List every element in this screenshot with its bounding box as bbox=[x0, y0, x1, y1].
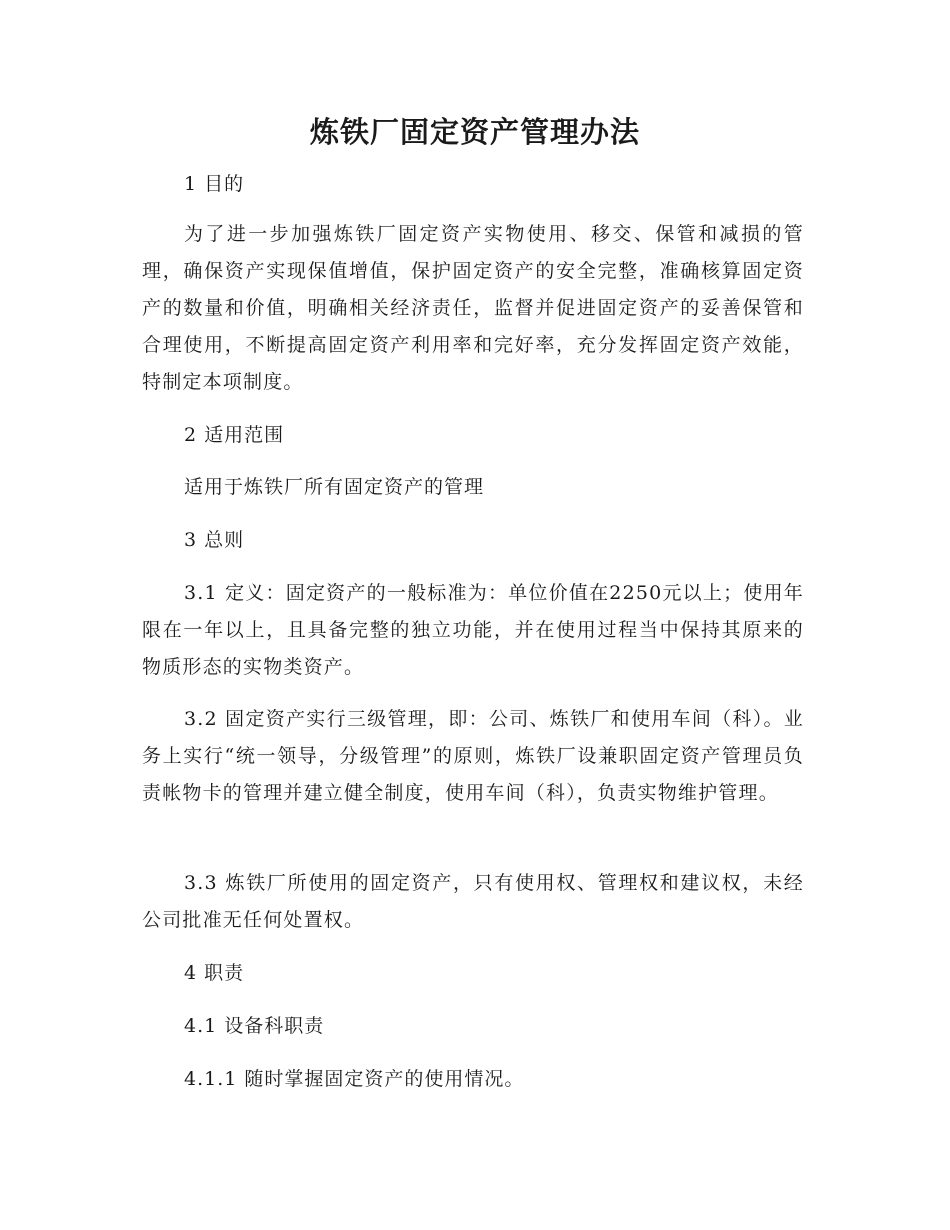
section-3-1: 3.1 定义：固定资产的一般标准为：单位价值在2250元以上；使用年限在一年以上，且具备完整的独立功能，并在使用过程当中保持其原来的物质形态的实物类资产。 bbox=[142, 582, 804, 678]
section-4-1-1: 4.1.1 随时掌握固定资产的使用情况。 bbox=[184, 1068, 525, 1090]
section-3-2: 3.2 固定资产实行三级管理，即：公司、炼铁厂和使用车间（科）。业务上实行“统一领导，分级管理”的原则，炼铁厂设兼职固定资产管理员负责帐物卡的管理并建立健全制度，使用车间（科），负责实物维护管理。 bbox=[142, 708, 804, 804]
document-title: 炼铁厂固定资产管理办法 bbox=[309, 115, 640, 149]
section-3-3: 3.3 炼铁厂所使用的固定资产，只有使用权、管理权和建议权，未经公司批准无任何处置权。 bbox=[142, 872, 804, 931]
section-1-heading: 1 目的 bbox=[184, 173, 245, 195]
section-2-body: 适用于炼铁厂所有固定资产的管理 bbox=[184, 476, 485, 498]
section-4-1-heading: 4.1 设备科职责 bbox=[184, 1015, 325, 1037]
section-1-body: 为了进一步加强炼铁厂固定资产实物使用、移交、保管和减损的管理，确保资产实现保值增值，保护固定资产的安全完整，准确核算固定资产的数量和价值，明确相关经济责任，监督并促进固定资产的妥善保管和合理使用，不断提高固定资产利用率和完好率，充分发挥固定资产效能，特制定本项制度。 bbox=[142, 223, 804, 393]
section-2-heading: 2 适用范围 bbox=[184, 424, 285, 446]
section-4-heading: 4 职责 bbox=[184, 962, 245, 984]
section-3-heading: 3 总则 bbox=[184, 529, 245, 551]
